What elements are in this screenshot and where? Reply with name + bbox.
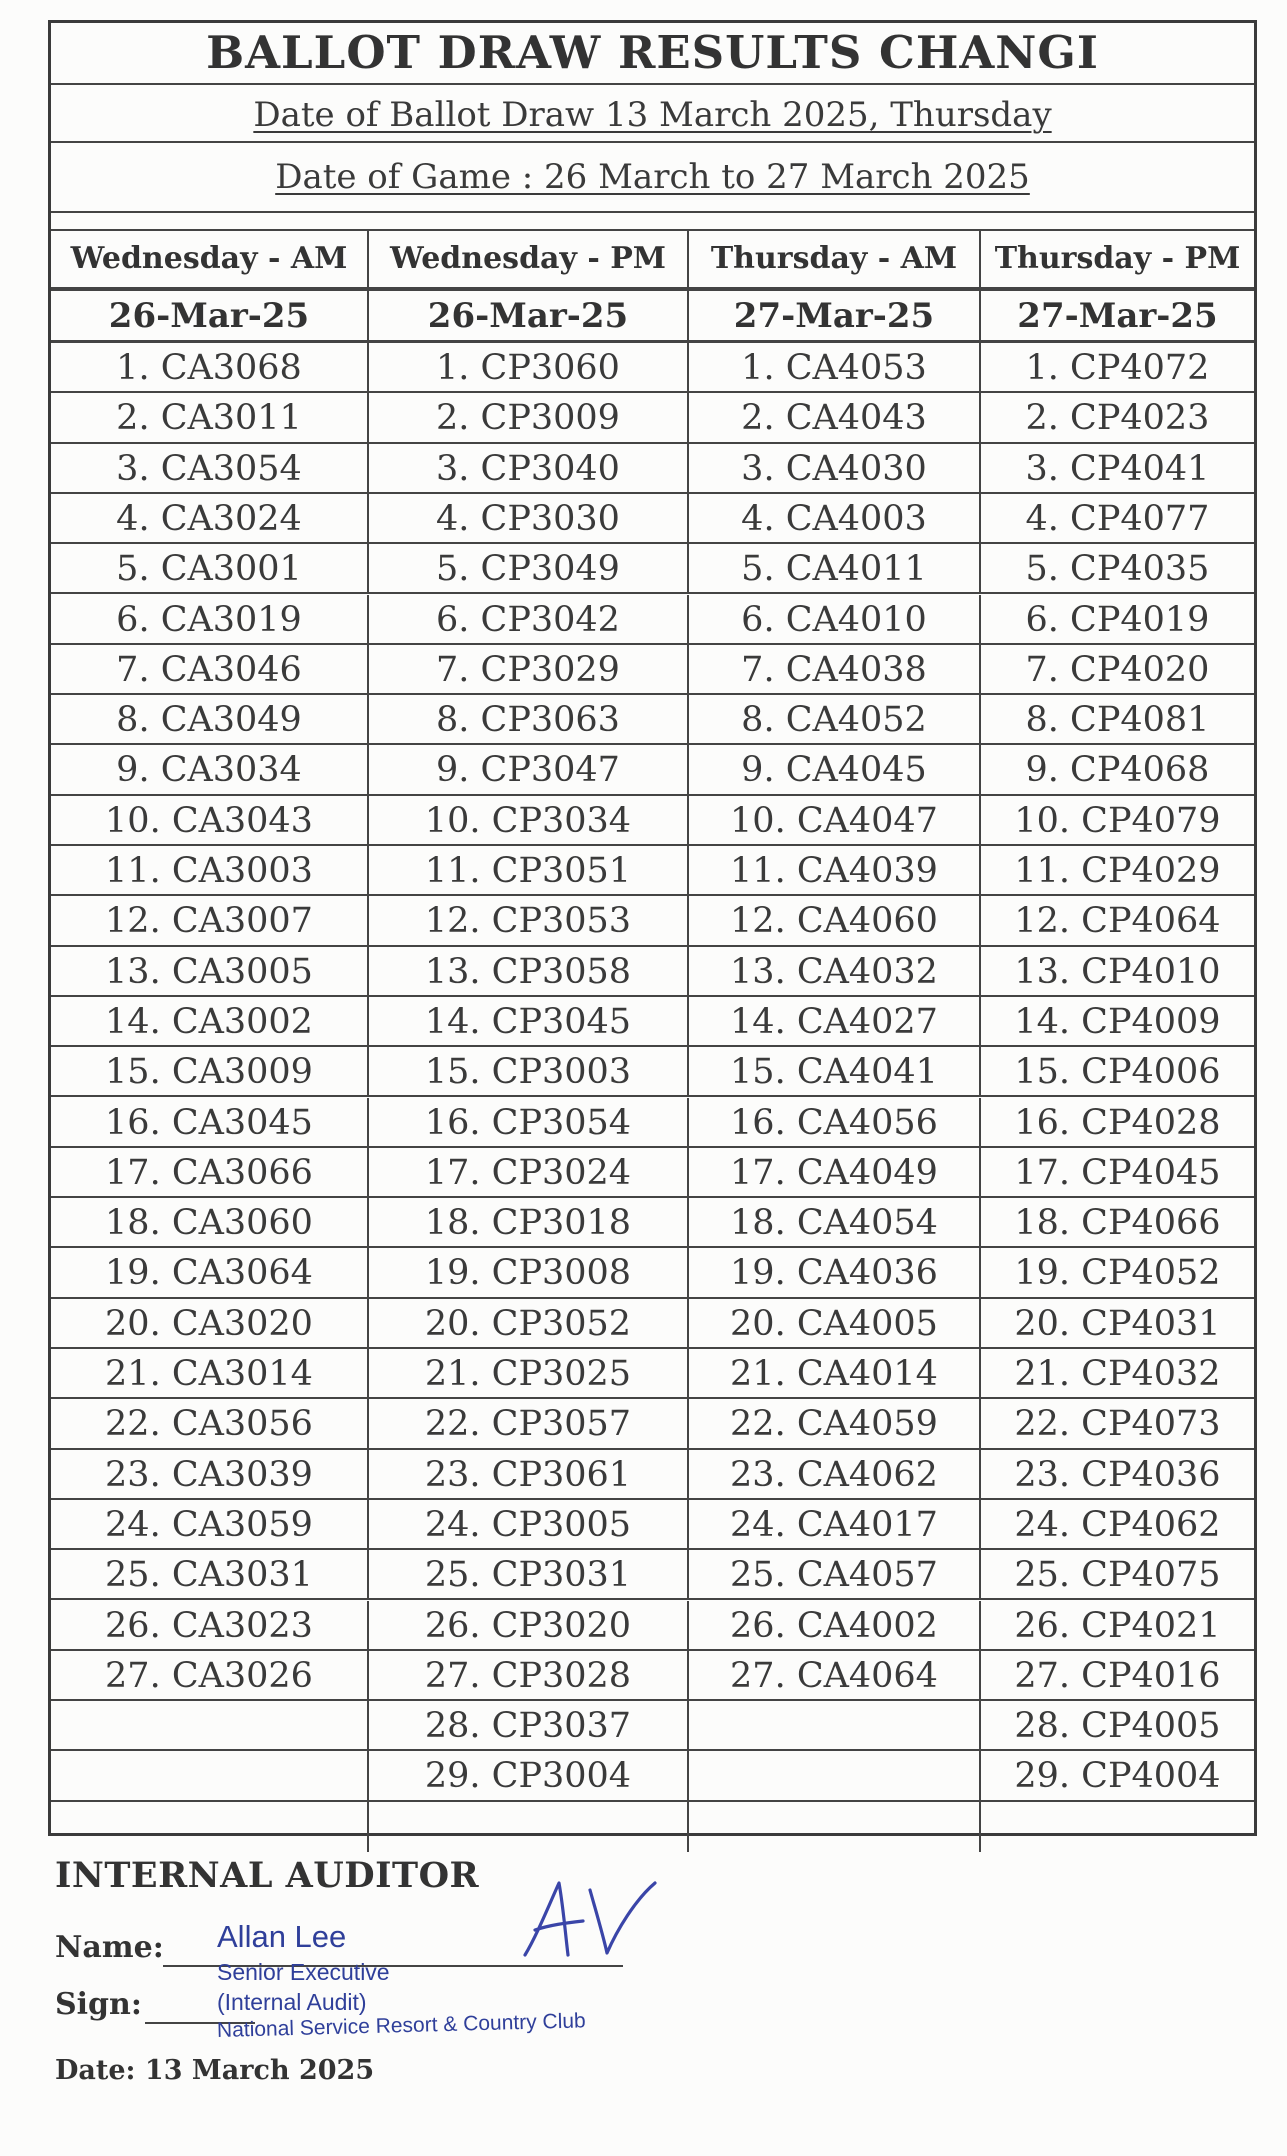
table-cell: 25. CA4057	[689, 1550, 981, 1600]
table-cell: 14. CP4009	[981, 997, 1254, 1047]
table-cell: 20. CA3020	[51, 1299, 369, 1349]
table-cell: 8. CA3049	[51, 695, 369, 745]
table-cell: 24. CA4017	[689, 1500, 981, 1550]
document-title: BALLOT DRAW RESULTS CHANGI	[51, 23, 1254, 85]
table-cell: 13. CA4032	[689, 947, 981, 997]
table-cell: 26. CP4021	[981, 1601, 1254, 1651]
table-cell: 3. CP3040	[369, 444, 689, 494]
column-header-date: 27-Mar-25	[689, 289, 981, 343]
table-cell: 28. CP3037	[369, 1701, 689, 1751]
table-cell: 11. CP3051	[369, 846, 689, 896]
table-cell: 11. CA3003	[51, 846, 369, 896]
table-cell: 27. CP3028	[369, 1651, 689, 1701]
table-cell: 4. CA4003	[689, 494, 981, 544]
table-cell: 4. CP3030	[369, 494, 689, 544]
stamp-organization: National Service Resort & Country Club	[216, 2009, 586, 2042]
table-cell: 5. CP4035	[981, 544, 1254, 594]
table-cell	[689, 1751, 981, 1801]
table-cell: 24. CP4062	[981, 1500, 1254, 1550]
table-cell: 1. CP4072	[981, 343, 1254, 393]
table-cell	[51, 1751, 369, 1801]
table-cell: 18. CP4066	[981, 1198, 1254, 1248]
stamp-title: Senior Executive	[217, 1959, 390, 1985]
table-cell: 1. CA3068	[51, 343, 369, 393]
table-cell: 6. CA3019	[51, 595, 369, 645]
header-spacer-row	[51, 213, 1254, 231]
table-cell: 10. CA3043	[51, 796, 369, 846]
table-cell: 9. CP4068	[981, 745, 1254, 795]
table-cell: 19. CP3008	[369, 1248, 689, 1298]
table-cell: 18. CA3060	[51, 1198, 369, 1248]
table-cell: 16. CP4028	[981, 1098, 1254, 1148]
table-cell: 17. CA4049	[689, 1148, 981, 1198]
table-cell: 25. CA3031	[51, 1550, 369, 1600]
table-cell: 12. CA3007	[51, 896, 369, 946]
ballot-date: Date of Ballot Draw 13 March 2025, Thursday	[253, 95, 1052, 135]
table-cell	[51, 1802, 369, 1852]
table-cell	[51, 1701, 369, 1751]
table-cell: 15. CA3009	[51, 1047, 369, 1097]
table-cell: 9. CA3034	[51, 745, 369, 795]
table-cell: 13. CA3005	[51, 947, 369, 997]
table-cell: 7. CA4038	[689, 645, 981, 695]
table-cell: 5. CA4011	[689, 544, 981, 594]
table-cell: 12. CP3053	[369, 896, 689, 946]
stamp-name: Allan Lee	[217, 1919, 347, 1954]
table-cell: 4. CP4077	[981, 494, 1254, 544]
table-cell: 15. CP3003	[369, 1047, 689, 1097]
game-date-row	[51, 143, 1254, 213]
table-cell	[369, 1802, 689, 1852]
column-header-day: Thursday - AM	[689, 231, 981, 289]
table-cell: 3. CA3054	[51, 444, 369, 494]
table-cell: 22. CP4073	[981, 1399, 1254, 1449]
table-cell	[689, 1701, 981, 1751]
table-cell: 2. CA4043	[689, 393, 981, 443]
table-cell: 19. CP4052	[981, 1248, 1254, 1298]
table-cell: 1. CP3060	[369, 343, 689, 393]
table-cell: 22. CP3057	[369, 1399, 689, 1449]
column-header-day: Thursday - PM	[981, 231, 1254, 289]
table-cell: 29. CP4004	[981, 1751, 1254, 1801]
table-cell: 20. CP4031	[981, 1299, 1254, 1349]
report-date: Date: 13 March 2025	[55, 2055, 375, 2086]
column-header-day: Wednesday - AM	[51, 231, 369, 289]
table-cell: 16. CA4056	[689, 1098, 981, 1148]
table-cell: 20. CA4005	[689, 1299, 981, 1349]
name-label: Name:	[55, 1930, 164, 1965]
table-cell: 22. CA4059	[689, 1399, 981, 1449]
table-cell: 9. CA4045	[689, 745, 981, 795]
table-cell: 24. CP3005	[369, 1500, 689, 1550]
game-date: Date of Game : 26 March to 27 March 2025	[275, 157, 1030, 197]
table-cell: 13. CP3058	[369, 947, 689, 997]
table-cell: 27. CA4064	[689, 1651, 981, 1701]
table-cell: 29. CP3004	[369, 1751, 689, 1801]
table-cell: 23. CP4036	[981, 1450, 1254, 1500]
table-cell: 8. CP4081	[981, 695, 1254, 745]
table-cell: 28. CP4005	[981, 1701, 1254, 1751]
table-cell: 7. CP3029	[369, 645, 689, 695]
table-cell: 11. CA4039	[689, 846, 981, 896]
table-cell: 21. CP3025	[369, 1349, 689, 1399]
table-cell: 8. CP3063	[369, 695, 689, 745]
table-cell: 26. CA4002	[689, 1601, 981, 1651]
table-cell: 21. CA4014	[689, 1349, 981, 1399]
table-cell: 25. CP4075	[981, 1550, 1254, 1600]
table-cell: 2. CA3011	[51, 393, 369, 443]
column-header-date: 26-Mar-25	[369, 289, 689, 343]
table-cell: 23. CP3061	[369, 1450, 689, 1500]
table-cell: 10. CP3034	[369, 796, 689, 846]
table-cell: 14. CA3002	[51, 997, 369, 1047]
table-cell: 12. CA4060	[689, 896, 981, 946]
table-cell: 20. CP3052	[369, 1299, 689, 1349]
auditor-heading: INTERNAL AUDITOR	[55, 1855, 480, 1896]
table-cell: 2. CP3009	[369, 393, 689, 443]
table-cell: 16. CP3054	[369, 1098, 689, 1148]
table-cell: 21. CA3014	[51, 1349, 369, 1399]
auditor-footer	[55, 1855, 955, 2135]
table-cell: 25. CP3031	[369, 1550, 689, 1600]
column-header-day: Wednesday - PM	[369, 231, 689, 289]
table-cell: 18. CP3018	[369, 1198, 689, 1248]
table-cell: 8. CA4052	[689, 695, 981, 745]
table-cell: 22. CA3056	[51, 1399, 369, 1449]
table-cell: 21. CP4032	[981, 1349, 1254, 1399]
table-cell: 26. CA3023	[51, 1601, 369, 1651]
table-cell: 10. CA4047	[689, 796, 981, 846]
table-cell: 19. CA3064	[51, 1248, 369, 1298]
table-cell: 17. CP4045	[981, 1148, 1254, 1198]
stamp-department: (Internal Audit)	[217, 1989, 367, 2015]
table-cell: 17. CA3066	[51, 1148, 369, 1198]
table-cell: 27. CA3026	[51, 1651, 369, 1701]
table-cell: 14. CA4027	[689, 997, 981, 1047]
table-cell: 11. CP4029	[981, 846, 1254, 896]
table-cell: 6. CP4019	[981, 595, 1254, 645]
table-cell: 9. CP3047	[369, 745, 689, 795]
table-cell: 7. CP4020	[981, 645, 1254, 695]
table-cell: 3. CP4041	[981, 444, 1254, 494]
column-header-date: 26-Mar-25	[51, 289, 369, 343]
column-header-date: 27-Mar-25	[981, 289, 1254, 343]
table-cell: 10. CP4079	[981, 796, 1254, 846]
table-cell: 5. CP3049	[369, 544, 689, 594]
table-cell: 6. CP3042	[369, 595, 689, 645]
table-cell: 23. CA4062	[689, 1450, 981, 1500]
table-cell: 12. CP4064	[981, 896, 1254, 946]
ballot-date-row	[51, 85, 1254, 143]
table-cell: 23. CA3039	[51, 1450, 369, 1500]
table-cell: 4. CA3024	[51, 494, 369, 544]
ballot-results-sheet	[48, 20, 1257, 1836]
table-cell	[689, 1802, 981, 1852]
table-cell: 7. CA3046	[51, 645, 369, 695]
table-cell: 14. CP3045	[369, 997, 689, 1047]
table-cell: 26. CP3020	[369, 1601, 689, 1651]
table-cell: 17. CP3024	[369, 1148, 689, 1198]
table-cell: 27. CP4016	[981, 1651, 1254, 1701]
table-cell: 5. CA3001	[51, 544, 369, 594]
table-cell: 3. CA4030	[689, 444, 981, 494]
table-cell: 1. CA4053	[689, 343, 981, 393]
signature-mark	[505, 1875, 675, 1965]
table-cell: 24. CA3059	[51, 1500, 369, 1550]
table-cell: 15. CP4006	[981, 1047, 1254, 1097]
table-cell: 2. CP4023	[981, 393, 1254, 443]
table-cell: 19. CA4036	[689, 1248, 981, 1298]
sign-label: Sign:	[55, 1987, 142, 2022]
table-cell: 6. CA4010	[689, 595, 981, 645]
table-cell: 18. CA4054	[689, 1198, 981, 1248]
table-cell: 15. CA4041	[689, 1047, 981, 1097]
table-cell	[981, 1802, 1254, 1852]
table-cell: 13. CP4010	[981, 947, 1254, 997]
table-cell: 16. CA3045	[51, 1098, 369, 1148]
